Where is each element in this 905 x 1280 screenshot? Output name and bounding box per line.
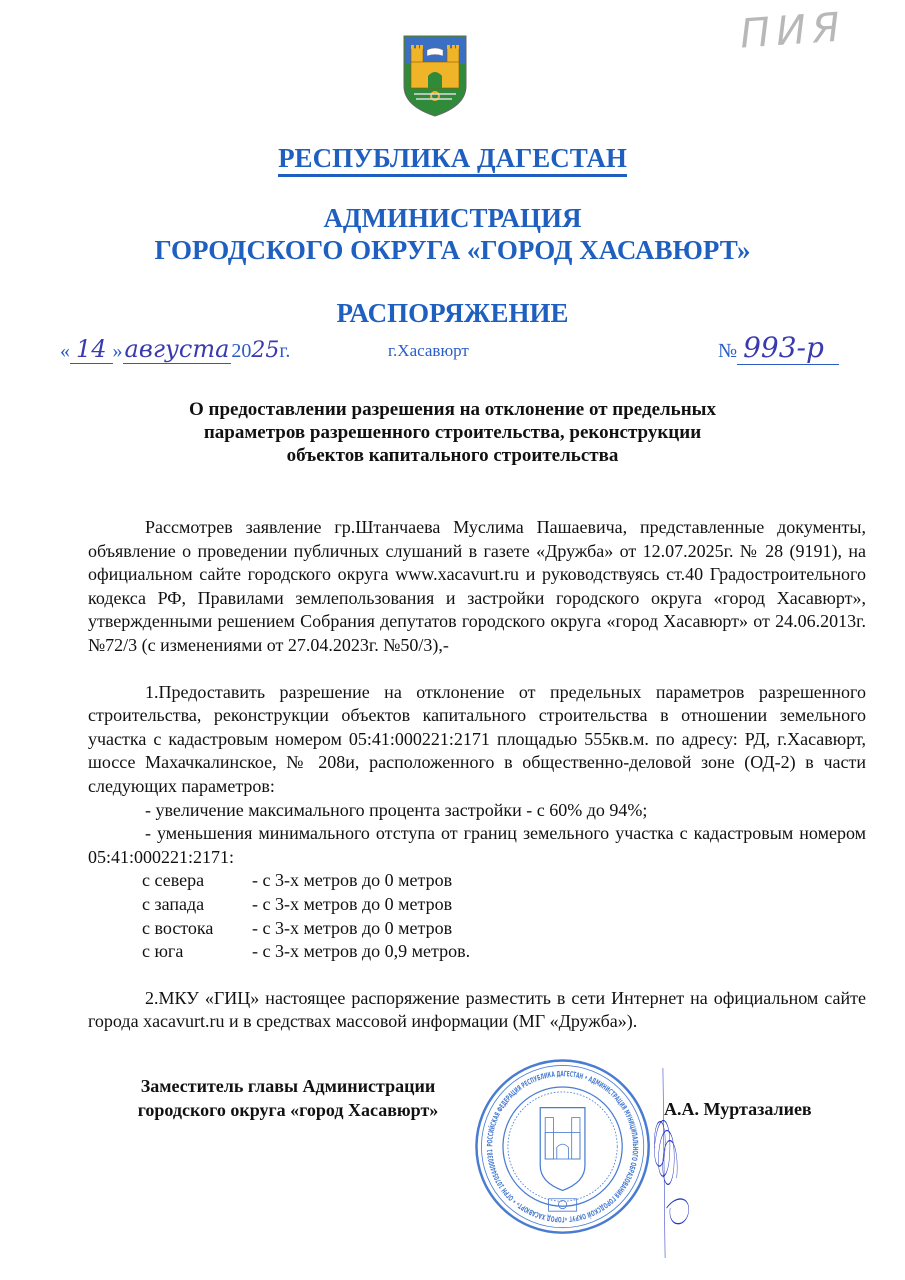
- signer-position: [108, 1074, 468, 1122]
- setback-row: [142, 893, 866, 917]
- date-year-prefix: 20: [231, 340, 252, 362]
- item-2-paragraph: 2.МКУ «ГИЦ» настоящее распоряжение разместить в сети Интернет на официальном сайте города xacavurt.ru и в средствах массовой информации (МГ «Дружба»).: [88, 987, 866, 1032]
- setback-row: [142, 940, 866, 964]
- signer-position-line: Заместитель главы Администрации: [140, 1075, 436, 1096]
- document-type-heading: РАСПОРЯЖЕНИЕ: [336, 298, 569, 328]
- document-body: [88, 516, 866, 1134]
- setback-side: с юга: [142, 941, 184, 962]
- date-year-handwritten: 25: [251, 338, 280, 363]
- republic-heading: [0, 143, 905, 174]
- setback-side: с востока: [142, 917, 214, 938]
- number-prefix: №: [718, 340, 738, 362]
- number-value: 993-р: [737, 331, 839, 365]
- setback-change: - с 3-х метров до 0 метров: [252, 893, 453, 914]
- document-date: [60, 335, 290, 364]
- handwritten-note: ПИЯ: [738, 4, 848, 58]
- preamble-paragraph: Рассмотрев заявление гр.Штанчаева Муслима Пашаевича, представленные документы, объявление о проведении публичных слушаний в газете «Дружба» от 12.07.2025г. № 28 (9191), на официальном сайте городского округа www.xacavurt.ru и руководствуясь ст.40 Градостроительного кодекса РФ, Правилами землепользования и застройки городского округа «город Хасавюрт», утвержденными решением Собрания депутатов городского округа «город Хасавюрт» от 24.06.2013г. №72/3 (с изменениями от 27.04.2023г. №50/3),-: [88, 517, 866, 655]
- administration-heading-line2: ГОРОДСКОГО ОКРУГА «ГОРОД ХАСАВЮРТ»: [154, 235, 751, 265]
- signature-block: [88, 1074, 866, 1134]
- document-subject: [0, 398, 905, 467]
- seal-text-path: РОССИЙСКАЯ ФЕДЕРАЦИЯ РЕСПУБЛИКА ДАГЕСТАН • АДМИНИСТРАЦИЯ МУНИЦИПАЛЬНОГО ОБРАЗОВАНИЯ ГОРОДСКОЙ ОКРУГ «ГОРОД ХАСАВЮРТ» • ОГРН 1070544000381: [485, 1069, 641, 1225]
- setback-change: - с 3-х метров до 0 метров: [252, 917, 453, 938]
- item-1-block: [88, 681, 866, 870]
- administration-heading-line1: АДМИНИСТРАЦИЯ: [323, 203, 582, 233]
- setback-change: - с 3-х метров до 0 метров: [252, 870, 453, 891]
- document-city: г.Хасавюрт: [388, 341, 469, 360]
- city-coat-of-arms-icon: [402, 34, 468, 118]
- setback-row: [142, 917, 866, 941]
- setback-row: [142, 869, 866, 893]
- item-1-paragraph: 1.Предоставить разрешение на отклонение от предельных параметров разрешенного строительства, реконструкции объектов капитального строительства в отношении земельного участка с кадастровым номером 05:41:000221:2171 площадью 555кв.м. по адресу: РД, г.Хасавюрт, шоссе Махачкалинское, № 208и, расположенного в общественно-деловой зоне (ОД-2) в части следующих параметров:: [88, 681, 866, 796]
- item-1-bullet: - уменьшения минимального отступа от границ земельного участка с кадастровым номером 05:41:000221:2171:: [88, 823, 866, 867]
- document-number: [718, 331, 839, 365]
- setback-side: с запада: [142, 893, 205, 914]
- subject-line: О предоставлении разрешения на отклонение от предельных: [188, 399, 717, 420]
- setback-change: - с 3-х метров до 0,9 метров.: [252, 941, 471, 962]
- subject-line: параметров разрешенного строительства, реконструкции: [203, 422, 702, 443]
- date-year-suffix: г.: [279, 340, 291, 362]
- date-day: 14: [70, 335, 113, 364]
- republic-text: РЕСПУБЛИКА ДАГЕСТАН: [278, 143, 627, 177]
- signer-position-line: городского округа «город Хасавюрт»: [137, 1099, 439, 1120]
- signer-name: А.А. Муртазалиев: [664, 1098, 812, 1119]
- setback-side: с севера: [142, 870, 205, 891]
- date-month: августа: [124, 335, 230, 363]
- subject-line: объектов капитального строительства: [286, 445, 619, 466]
- date-close-quote: »: [112, 340, 123, 362]
- item-1-bullet: - увеличение максимального процента застройки - с 60% до 94%;: [145, 799, 648, 820]
- date-open-quote: «: [60, 340, 70, 362]
- setback-list: [142, 869, 866, 963]
